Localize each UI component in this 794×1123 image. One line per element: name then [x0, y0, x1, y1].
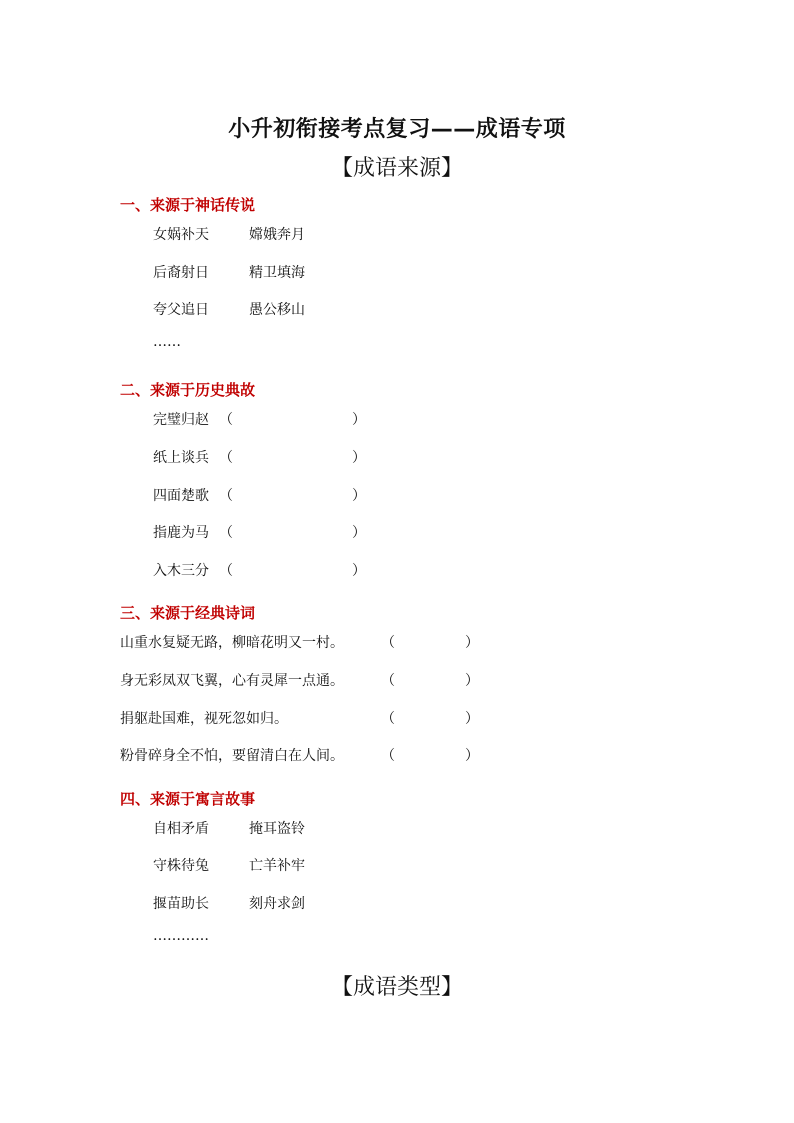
answer-paren-open: （	[219, 450, 233, 466]
idiom: 揠苗助长	[153, 896, 209, 912]
answer-paren-open: （	[219, 488, 233, 504]
answer-paren-open: （	[381, 673, 395, 689]
idiom: 后裔射日	[153, 265, 209, 281]
idiom: 指鹿为马	[153, 525, 209, 541]
answer-paren-close: ）	[465, 673, 479, 689]
idiom: 纸上谈兵	[153, 450, 209, 466]
poem-line: 粉骨碎身全不怕，要留清白在人间。	[120, 748, 344, 764]
answer-paren-open: （	[381, 635, 395, 651]
poem-line: 身无彩凤双飞翼，心有灵犀一点通。	[120, 673, 344, 689]
idiom: 亡羊补牢	[249, 858, 305, 874]
ellipsis: ……	[153, 334, 181, 350]
section-title-idiom-sources: 【成语来源】	[330, 156, 463, 181]
idiom: 精卫填海	[249, 265, 305, 281]
answer-paren-open: （	[381, 748, 395, 764]
idiom: 掩耳盗铃	[249, 821, 305, 837]
idiom: 四面楚歌	[153, 488, 209, 504]
heading-history: 二、来源于历史典故	[120, 381, 256, 399]
answer-paren-open: （	[219, 525, 233, 541]
idiom: 愚公移山	[249, 302, 305, 318]
poem-line: 捐躯赴国难，视死忽如归。	[120, 711, 288, 727]
answer-paren-open: （	[219, 563, 233, 579]
answer-paren-close: ）	[352, 525, 366, 541]
page-title: 小升初衔接考点复习——成语专项	[228, 117, 566, 142]
poem-line: 山重水复疑无路，柳暗花明又一村。	[120, 635, 344, 651]
idiom: 入木三分	[153, 563, 209, 579]
answer-paren-open: （	[381, 711, 395, 727]
idiom: 自相矛盾	[153, 821, 209, 837]
idiom: 嫦娥奔月	[249, 227, 305, 243]
heading-fables: 四、来源于寓言故事	[120, 790, 256, 808]
answer-paren-close: ）	[352, 563, 366, 579]
idiom: 刻舟求剑	[249, 896, 305, 912]
answer-paren-close: ）	[465, 711, 479, 727]
idiom: 女娲补天	[153, 227, 209, 243]
heading-myths: 一、来源于神话传说	[120, 196, 256, 214]
answer-paren-open: （	[219, 412, 233, 428]
idiom: 夸父追日	[153, 302, 209, 318]
answer-paren-close: ）	[465, 748, 479, 764]
answer-paren-close: ）	[352, 412, 366, 428]
heading-poetry: 三、来源于经典诗词	[120, 604, 256, 622]
ellipsis: …………	[153, 928, 209, 944]
section-title-idiom-types: 【成语类型】	[330, 975, 463, 1000]
idiom: 完璧归赵	[153, 412, 209, 428]
answer-paren-close: ）	[465, 635, 479, 651]
answer-paren-close: ）	[352, 450, 366, 466]
idiom: 守株待兔	[153, 858, 209, 874]
answer-paren-close: ）	[352, 488, 366, 504]
